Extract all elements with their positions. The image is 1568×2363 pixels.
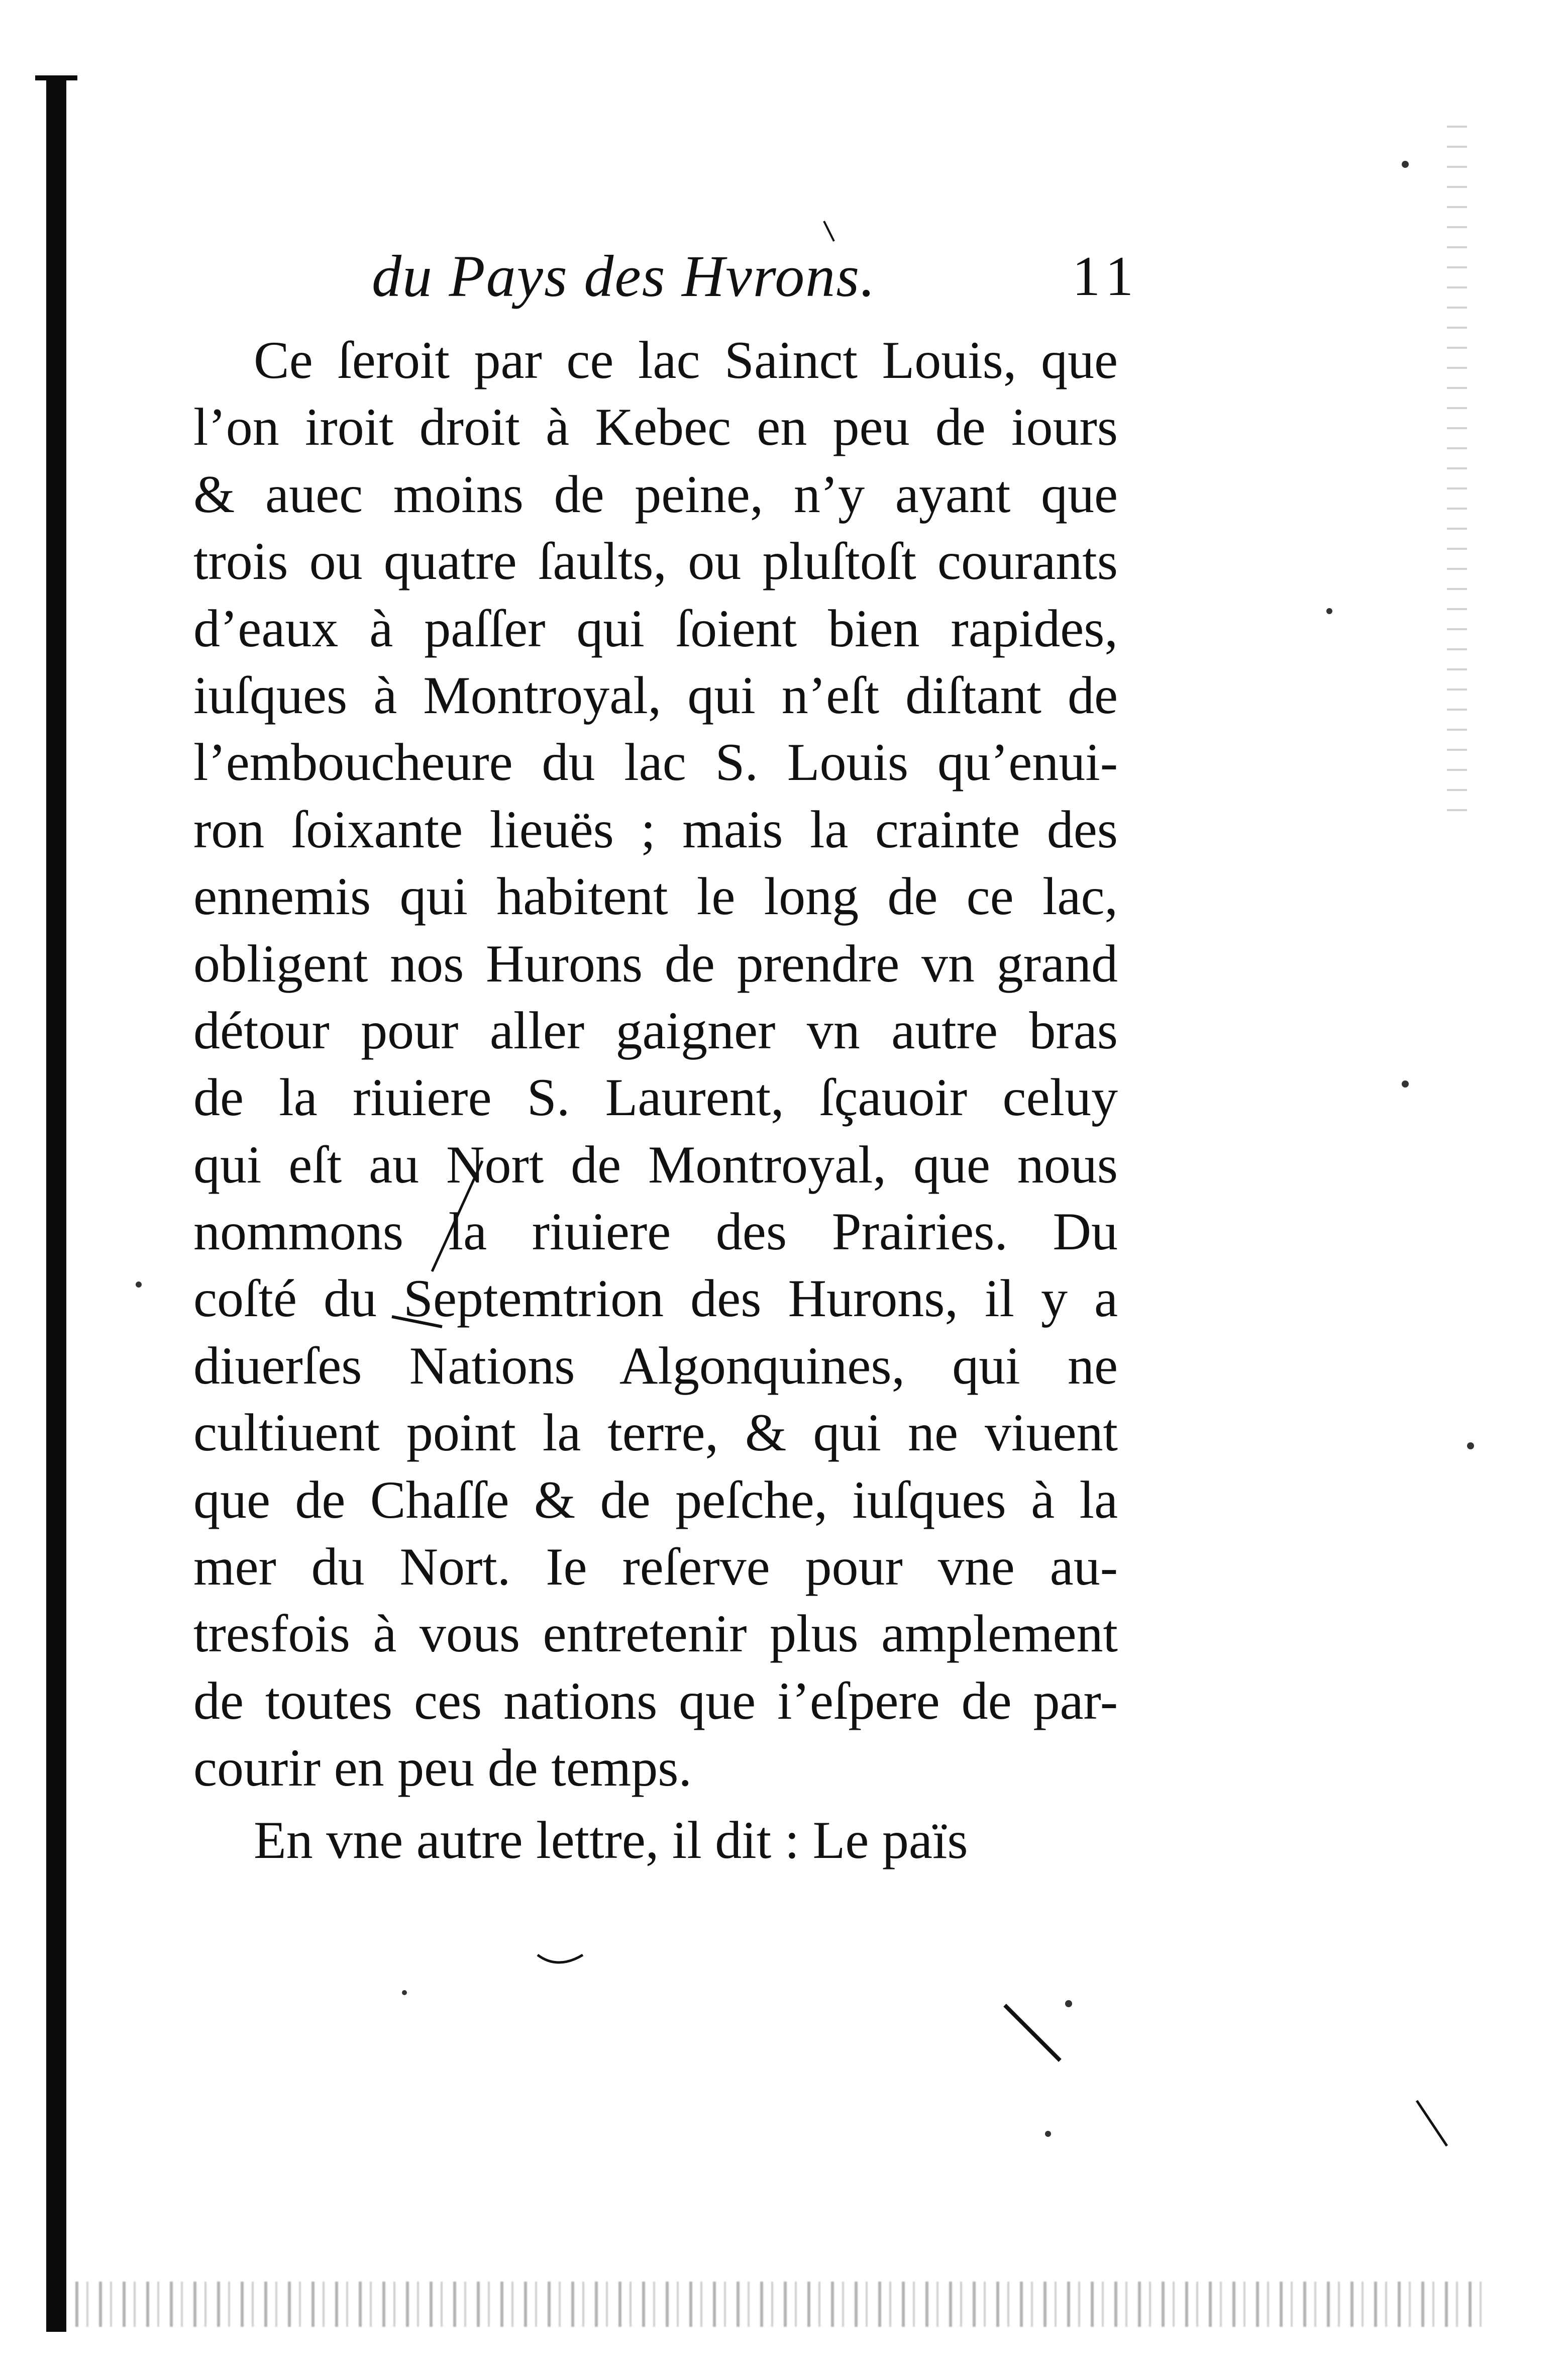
text-line: coſté du Septemtrion des Hurons, il y a — [193, 1269, 1118, 1328]
text-line: iuſques à Montroyal, qui n’eſt diſtant de — [193, 665, 1118, 725]
text-line: En vne autre lettre, il dit : Le païs — [254, 1810, 968, 1869]
pen-stroke — [538, 1955, 583, 1962]
text-line: de toutes ces nations que i’eſpere de par- — [193, 1671, 1118, 1730]
ink-speck — [402, 1990, 407, 1995]
text-line: l’on iroit droit à Kebec en peu de iours — [193, 398, 1118, 457]
text-line: cultiuent point la terre, & qui ne viuent — [193, 1403, 1118, 1462]
ink-speck — [1402, 161, 1409, 168]
text-line: détour pour aller gaigner vn autre bras — [193, 1001, 1118, 1060]
text-line: Ce ſeroit par ce lac Sainct Louis, que — [254, 331, 1118, 389]
body-text — [193, 327, 1118, 1874]
ink-speck — [1065, 2000, 1072, 2007]
pen-stroke — [1417, 2101, 1447, 2146]
text-line: ennemis qui habitent le long de ce lac, — [193, 867, 1118, 926]
running-head — [372, 236, 1140, 317]
text-line: tresfois à vous entretenir plus amplement — [193, 1604, 1118, 1663]
ink-speck — [1045, 2131, 1051, 2137]
text-line: mer du Nort. Ie reſerve pour vne au- — [193, 1537, 1118, 1597]
text-line: courir en peu de temps. — [193, 1738, 692, 1798]
page-number: 11 — [1072, 245, 1140, 308]
right-margin-speckle — [1447, 126, 1467, 829]
text-line: ron ſoixante lieuës ; mais la crainte des — [193, 800, 1118, 859]
ink-speck — [1402, 1080, 1409, 1088]
text-line: trois ou quatre ſaults, ou pluſtoſt courants — [193, 532, 1118, 591]
ink-speck — [1467, 1442, 1474, 1449]
text-line: diuerſes Nations Algonquines, qui ne — [193, 1336, 1118, 1395]
text-line: de la riuiere S. Laurent, ſçauoir celuy — [193, 1068, 1118, 1127]
text-line: qui eſt au Nort de Montroyal, que nous — [193, 1135, 1118, 1194]
ink-speck — [1326, 608, 1332, 614]
ink-speck — [136, 1282, 142, 1288]
binding-edge — [46, 75, 66, 2332]
bottom-edge-speckle — [75, 2282, 1482, 2327]
text-line: & auec moins de peine, n’y ayant que — [193, 464, 1118, 524]
text-line: obligent nos Hurons de prendre vn grand — [193, 934, 1118, 993]
text-line: d’eaux à paſſer qui ſoient bien rapides, — [193, 599, 1118, 658]
running-title: du Pays des Hvrons. — [372, 243, 876, 309]
text-line: que de Chaſſe & de peſche, iuſques à la — [193, 1470, 1118, 1529]
text-line: l’emboucheure du lac S. Louis qu’enui- — [193, 733, 1118, 792]
text-line: nommons la riuiere des Prairies. Du — [193, 1202, 1118, 1261]
pen-stroke — [1005, 2005, 1060, 2060]
